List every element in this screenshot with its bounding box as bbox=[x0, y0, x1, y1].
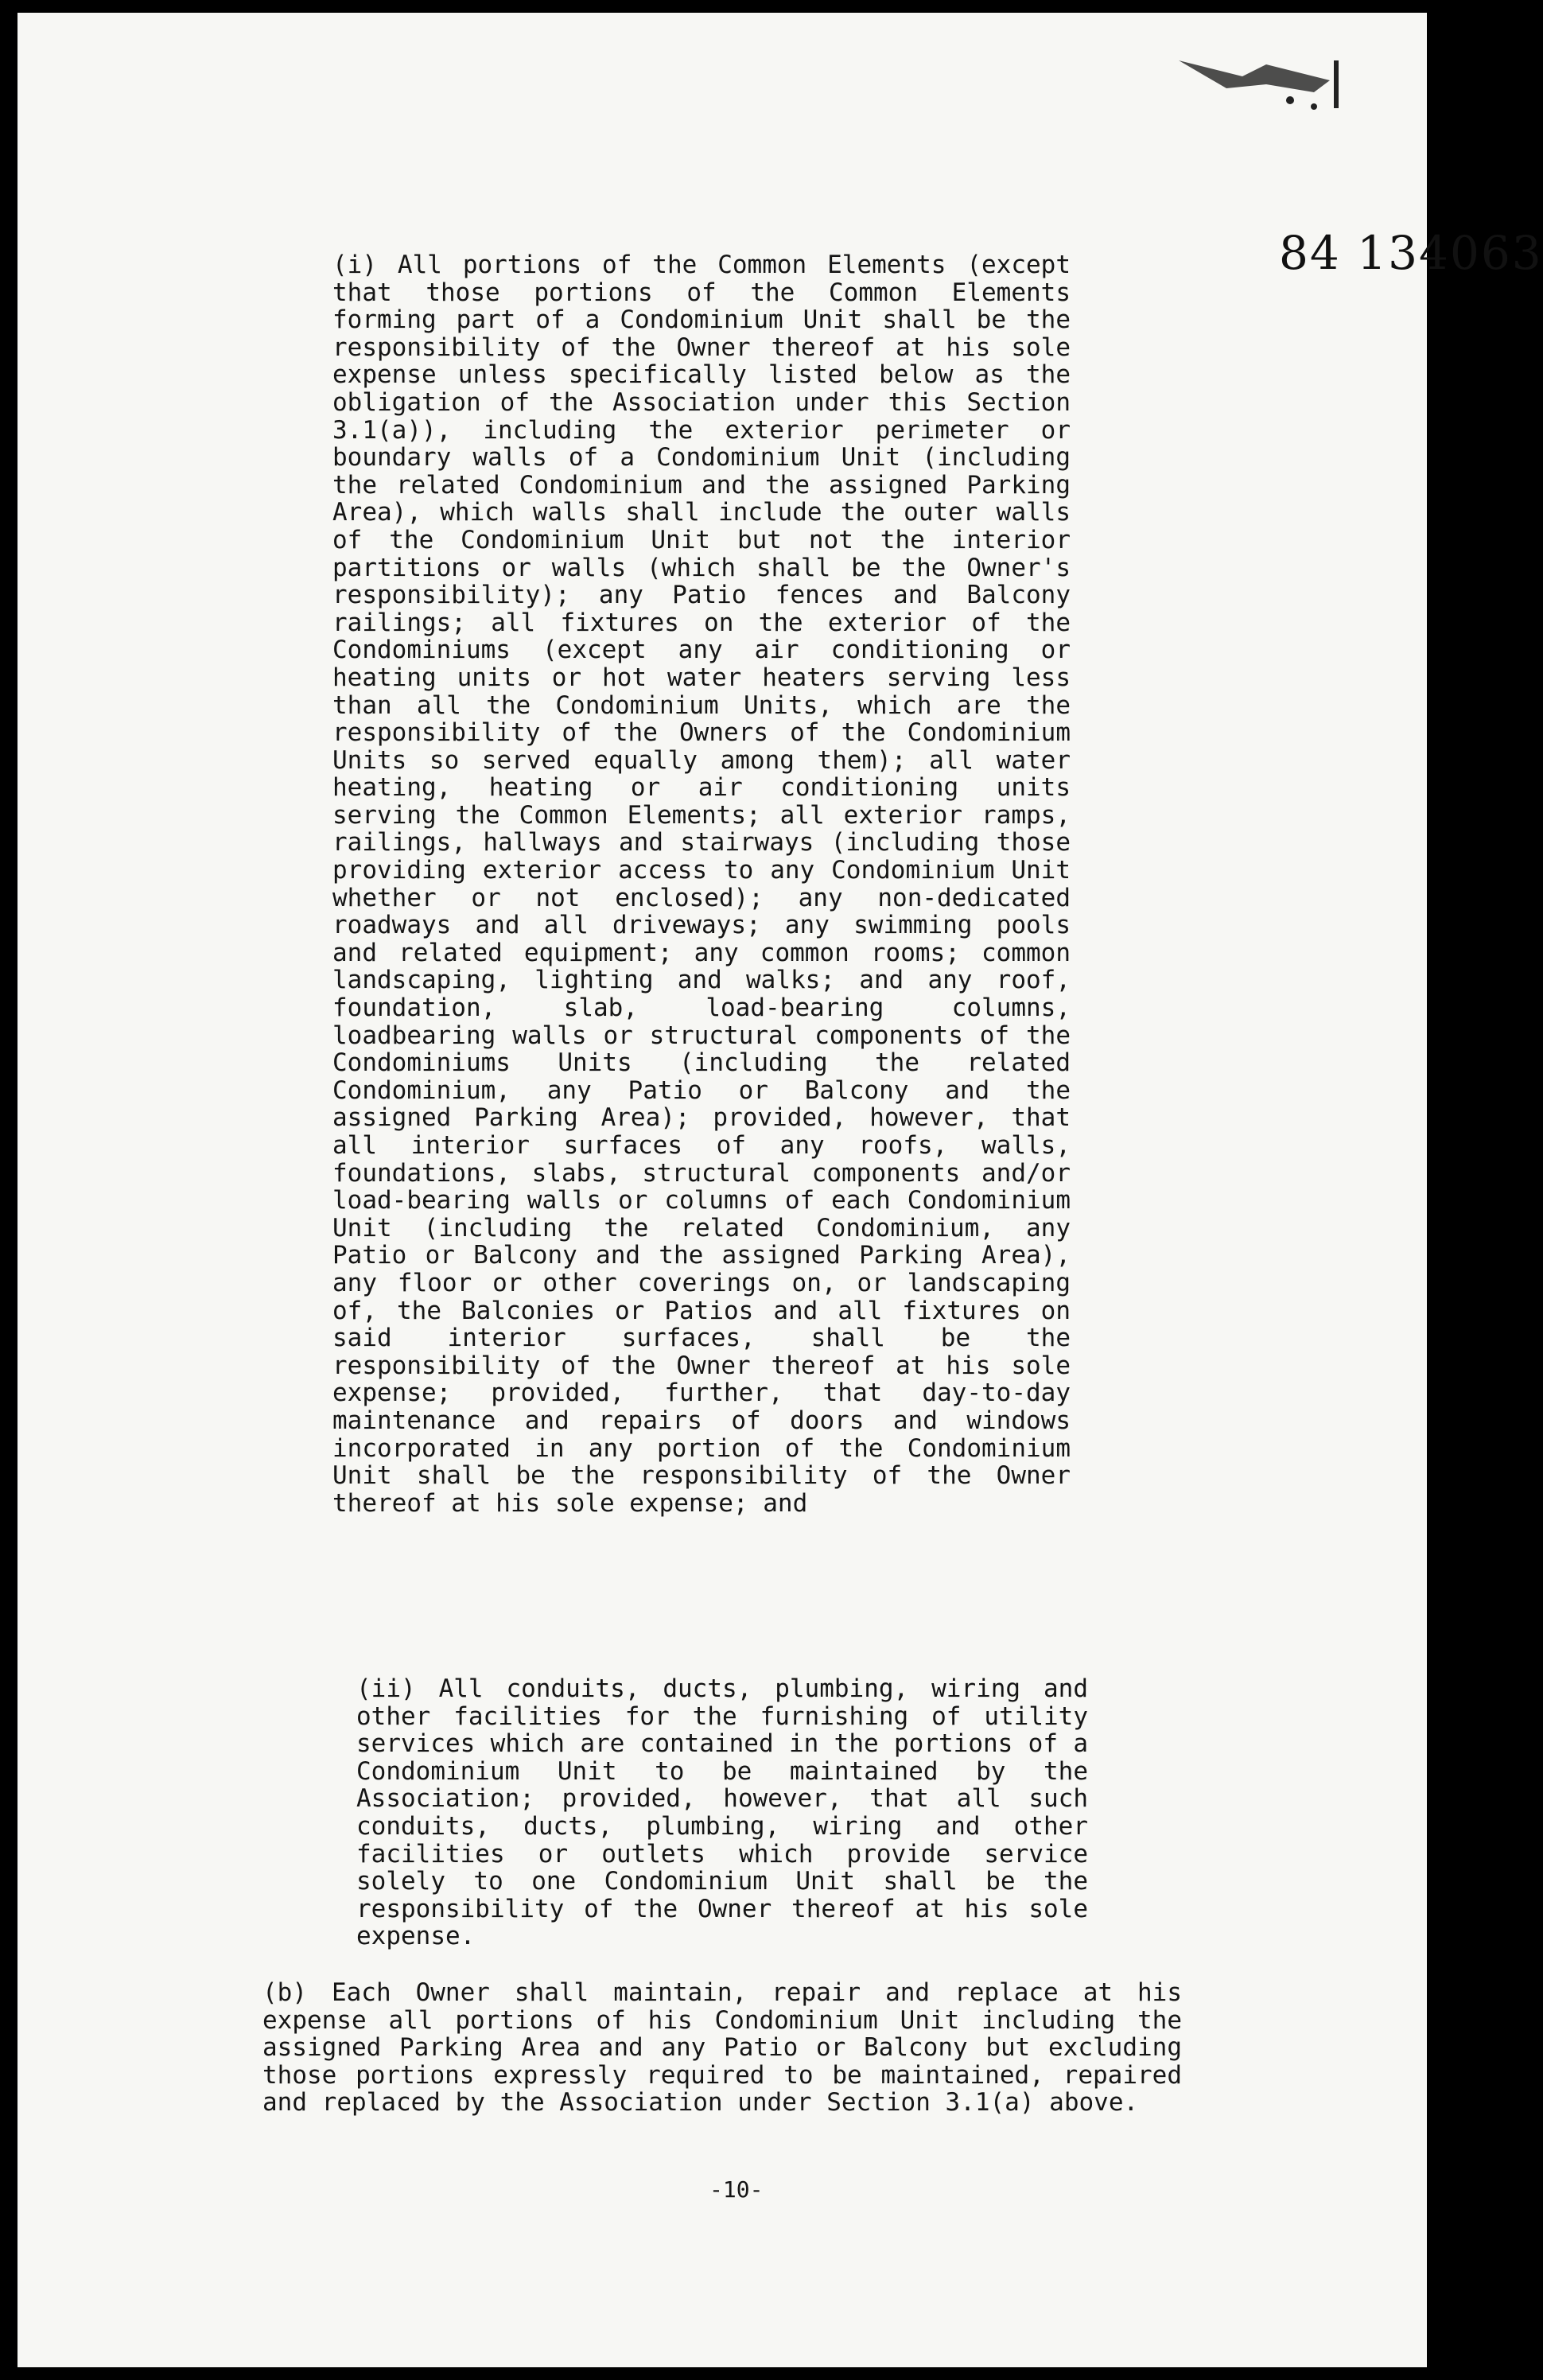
recording-number: 84 134063 bbox=[1279, 226, 1543, 280]
paragraph-b: (b) Each Owner shall maintain, repair and replace at his expense all portions of his Condominium Unit including the assigned Parking Area and any Patio or Balcony but excluding those portions expressly required to be maintained, repaired and replaced by the Association under Section 3.1(a) above. bbox=[262, 1978, 1182, 2118]
page-number: -10- bbox=[709, 2176, 764, 2203]
document-sheet bbox=[17, 13, 1543, 2367]
paragraph-i: (i) All portions of the Common Elements (except that those portions of the Common Elements forming part of a Condominium Unit shall be the responsibility of the Owner thereof at his sole expense unless specifically listed below as the obligation of the Association under this Section 3.1(a)), including the exterior perimeter or boundary walls of a Condominium Unit (including the related Condominium and the assigned Parking Area), which walls shall include the outer walls of the Condominium Unit but not the interior partitions or walls (which shall be the Owner's responsibility); any Patio fences and Balcony railings; all fixtures on the exterior of the Condominiums (except any air conditioning or heating units or hot water heaters serving less than all the Condominium Units, which are the responsibility of the Owners of the Condominium Units so served equally among them); all water heating, heating or air conditioning units serving the Common Elements; all exterior ramps, railings, hallways and stairways (including those providing exterior access to any Condominium Unit whether or not enclosed); any non-dedicated roadways and all driveways; any swimming pools and related equipment; any common rooms; common landscaping, lighting and walks; and any roof, foundation, slab, load-bearing columns, loadbearing walls or structural components of the Condominiums Units (including the related Condominium, any Patio or Balcony and the assigned Parking Area); provided, however, that all interior surfaces of any roofs, walls, foundations, slabs, structural components and/or load-bearing walls or columns of each Condominium Unit (including the related Condominium, any Patio or Balcony and the assigned Parking Area), any floor or other coverings on, or landscaping of, the Balconies or Patios and all fixtures on said interior surfaces, shall be the responsibility of the Owner thereof at his sole expense; provided, further, that day-to-day maintenance and repairs of doors and windows incorporated in any portion of the Condominium Unit shall be the responsibility of the Owner thereof at his sole expense; and bbox=[332, 251, 1071, 1518]
paragraph-ii: (ii) All conduits, ducts, plumbing, wiring and other facilities for the furnishing of utility services which are contained in the portions of a Condominium Unit to be maintained by the Association; provided, however, that all such conduits, ducts, plumbing, wiring and other facilities or outlets which provide service solely to one Condominium Unit shall be the responsibility of the Owner thereof at his sole expense. bbox=[356, 1674, 1088, 1951]
corner-stamp-mark bbox=[1171, 45, 1346, 116]
